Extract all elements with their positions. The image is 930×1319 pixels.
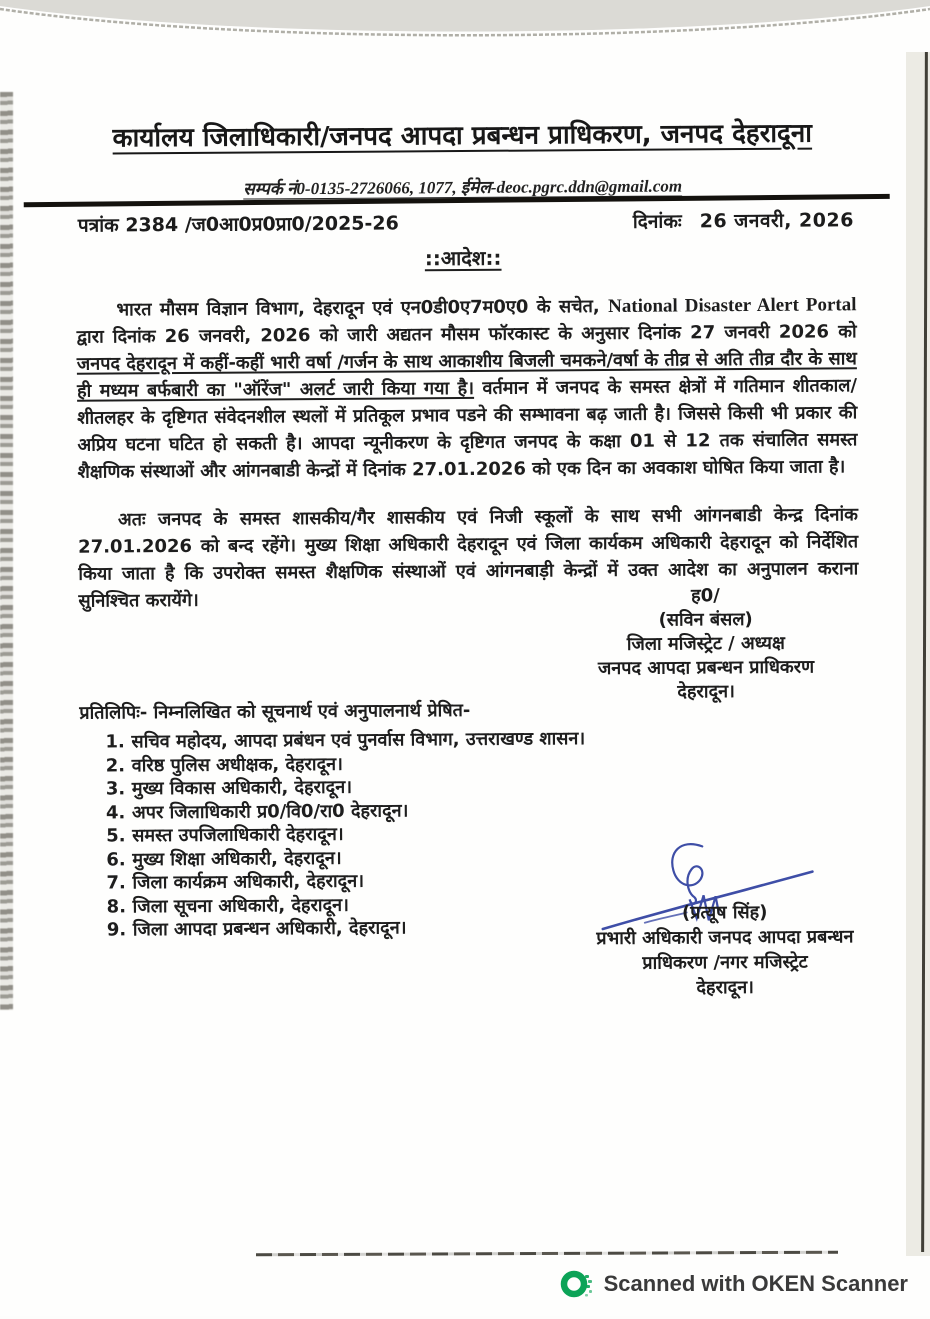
para1-underlined-alert-text: जनपद देहरादून में कहीं-कहीं भारी वर्षा /गर्जन के साथ आकाशीय बिजली चमकने/वर्षा के तीव्र से अति तीव्र दौर के साथ ही मध्यम बर्फबारी का "ऑरेंज" अलर्ट जारी किया गया है। <box>76 348 857 402</box>
copy-list-item: 6. मुख्य शिक्षा अधिकारी, देहरादून। <box>106 847 342 871</box>
scanner-watermark <box>560 1264 908 1304</box>
para1-seg3: द्वारा दिनांक 26 जनवरी, 2026 को जारी अद्यतन मौसम फॉरकास्ट के अनुसार दिनांक 27 जनवरी 2026 को <box>76 321 857 348</box>
copy-distribution-section <box>79 698 641 942</box>
order-paragraph-2: अतः जनपद के समस्त शासकीय/गैर शासकीय एवं निजी स्कूलों के साथ सभी आंगनबाडी केन्द्र दिनांक 27.01.2026 को बन्द रहेंगे। मुख्य शिक्षा अधिकारी देहरादून एवं जिला कार्यकम अधिकारी देहरादून को निर्देशित किया जाता है कि उपरोक्त समस्त शैक्षणिक संस्थाओं एवं आंगनबाड़ी केन्द्रों में उक्त आदेश का अनुपालन कराना सुनिश्चित करायेंगे। <box>78 504 859 612</box>
copy-list-heading: प्रतिलिपिः- निम्नलिखित को सूचनार्थ एवं अनुपालनार्थ प्रेषित- <box>79 699 471 724</box>
signatory-name: (सविन बंसल) <box>658 608 753 631</box>
signatory-title-1: जिला मजिस्ट्रेट / अध्यक्ष <box>626 632 785 655</box>
order-paragraph-1 <box>76 291 857 485</box>
copy-list-item: 8. जिला सूचना अधिकारी, देहरादून। <box>106 894 349 918</box>
copy-list-item: 1. सचिव महोदय, आपदा प्रबंधन एवं पुनर्वास विभाग, उत्तराखण्ड शासन। <box>105 728 586 753</box>
oken-scanner-logo-icon <box>560 1267 594 1301</box>
officer-title-2: प्राधिकरण /नगर मजिस्ट्रेट <box>642 951 808 974</box>
letter-number: पत्रांक 2384 /ज0आ0प्र0प्रा0/2025-26 <box>77 212 399 237</box>
letter-date <box>633 206 854 234</box>
signed-mark: ह0/ <box>691 585 720 607</box>
officer-title-1: प्रभारी अधिकारी जनपद आपदा प्रबन्धन <box>596 926 854 950</box>
copy-list-item: 5. समस्त उपजिलाधिकारी देहरादून। <box>106 823 344 847</box>
officer-title-3: देहरादून। <box>696 976 755 999</box>
order-heading: ::आदेश:: <box>424 245 502 271</box>
office-title: कार्यालय जिलाधिकारी/जनपद आपदा प्रबन्धन प्राधिकरण, जनपद देहरादूना <box>112 118 813 154</box>
copy-list-item: 2. वरिष्ठ पुलिस अधीक्षक, देहरादून। <box>105 753 343 777</box>
contact-line: सम्पर्क नं0-0135-2726066, 1077, ईमेल-deoc.pgrc.ddn@gmail.com <box>243 176 683 199</box>
para1-seg5: वर्तमान में जनपद के समस्त क्षेत्रों में गतिमान शीतकाल/शीतलहर के दृष्टिगत संवेदनशील स्थलों में प्रतिकूल प्रभाव पडने की सम्भावना बढ़ जाती है। जिससे किसी भी प्रकार की अप्रिय घटना घटित हो सकती है। आपदा न्यूनीकरण के दृष्टिगत जनपद के कक्षा 01 से 12 तक संचालित समस्त शैक्षणिक संस्थाओं और आंगनबाडी केन्द्रों में दिनांक 27.01.2026 को एक दिन का अवकाश घोषित किया जाता है। <box>77 375 858 483</box>
para1-latin-portal-name: National Disaster Alert Portal <box>608 294 857 317</box>
copy-list-item: 9. जिला आपदा प्रबन्धन अधिकारी, देहरादून। <box>106 917 407 941</box>
date-value: 26 जनवरी, 2026 <box>699 209 854 233</box>
copy-list-item: 3. मुख्य विकास अधिकारी, देहरादून। <box>105 776 353 800</box>
para1-seg1: भारत मौसम विज्ञान विभाग, देहरादून एवं एन0डी0ए7म0ए0 के सचेत, <box>116 295 609 321</box>
scanner-watermark-text: Scanned with OKEN Scanner <box>603 1271 908 1296</box>
copy-list <box>79 727 640 942</box>
issuing-officer-block <box>571 899 880 1001</box>
signatory-title-2: जनपद आपदा प्रबन्धन प्राधिकरण <box>597 656 815 680</box>
date-label: दिनांकः <box>632 210 682 233</box>
officer-name: (प्रत्यूष सिंह) <box>681 901 768 924</box>
signatory-block <box>545 583 866 705</box>
reference-line <box>78 206 854 237</box>
copy-list-item: 7. जिला कार्यक्रम अधिकारी, देहरादून। <box>106 870 365 894</box>
signatory-title-3: देहरादून। <box>677 681 735 703</box>
copy-list-item: 4. अपर जिलाधिकारी प्र0/वि0/रा0 देहरादून। <box>105 799 409 824</box>
